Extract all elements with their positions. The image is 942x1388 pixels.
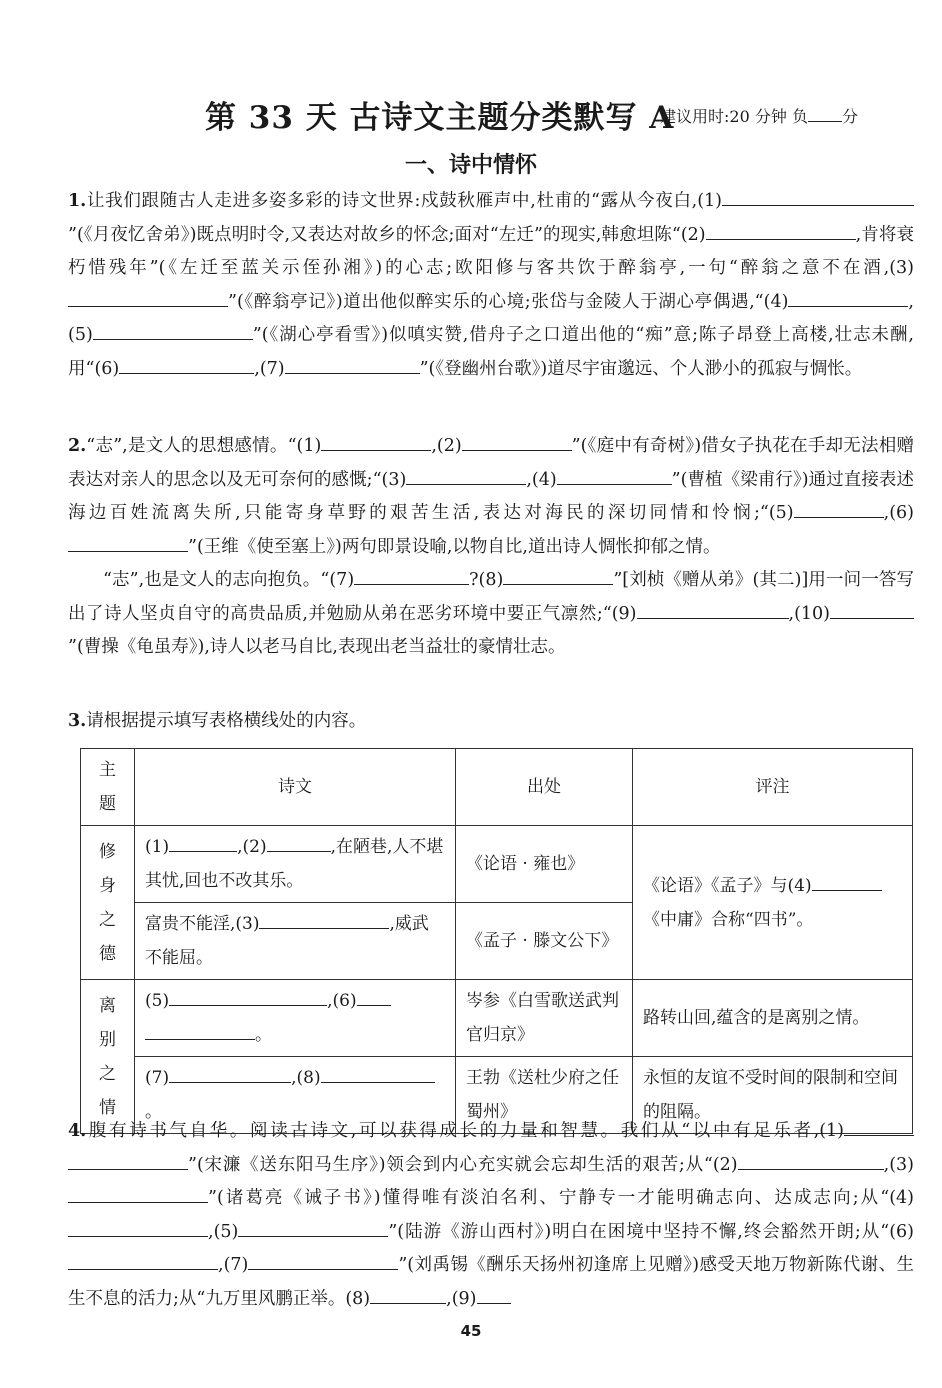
question-text: ”(王维《使至塞上》)两句即景设喻,以物自比,道出诗人惆怅抑郁之情。 [188, 536, 721, 557]
answer-blank-2[interactable] [462, 430, 572, 451]
time-and-score [660, 104, 858, 127]
question-text: ”(刘禹锡《酬乐天扬州初逢席上见赠》)感受天地万物新陈代谢、生生不息的活力;从“九万里风鹏正举。(8) [68, 1255, 914, 1309]
question-text: “志”,是文人的思想感情。“(1) [86, 436, 322, 456]
cell-text: 富贵不能淫,(3) [145, 914, 260, 934]
answer-blank-9[interactable] [637, 598, 727, 619]
answer-blank-3[interactable] [406, 464, 526, 485]
question-number: 3. [68, 711, 87, 731]
source-cell: 岑参《白雪歌送武判官归京》 [456, 980, 633, 1057]
question-text: ,(4) [526, 469, 557, 490]
answer-blank-8-cont[interactable] [389, 1062, 435, 1083]
page-header [0, 92, 942, 136]
cell-text: (5) [145, 991, 170, 1011]
answer-blank-7[interactable] [169, 1062, 291, 1083]
question-2-paragraph-2 [68, 564, 914, 665]
cell-text: 《论语》《孟子》与(4) [643, 875, 812, 896]
answer-blank-2[interactable] [267, 831, 331, 852]
question-text: ”(诸葛亮《诫子书》)懂得唯有淡泊名利、宁静专一才能明确志向、达成志向;从“(4) [208, 1188, 914, 1208]
question-text: ?(8) [469, 570, 504, 590]
answer-blank-5[interactable] [169, 985, 327, 1006]
answer-blank-5[interactable] [238, 1216, 388, 1237]
question-text: ,(7) [218, 1255, 249, 1275]
answer-blank-8[interactable] [321, 1062, 389, 1083]
answer-blank-4[interactable] [812, 870, 882, 891]
note-cell [633, 826, 913, 980]
question-text: ”(《月夜忆舍弟》)既点明时令,又表达对故乡的怀念;面对“左迁”的现实,韩愈坦陈“(2) [68, 224, 706, 245]
answer-blank-7[interactable] [354, 564, 469, 585]
poem-cell [135, 826, 456, 903]
cell-text: 。 [145, 1102, 162, 1122]
score-blank[interactable] [808, 107, 842, 122]
note-cell: 路转山回,蕴含的是离别之情。 [633, 980, 913, 1057]
answer-table [80, 748, 913, 1134]
question-text: ”[刘桢《赠从弟》(其二)]用一问一答写出了诗人坚贞自守的高贵品质,并勉励从弟在恶劣环境中要正气凛然;“(9) [68, 570, 914, 624]
answer-blank-1[interactable] [844, 1115, 914, 1136]
score-suffix: 分 [841, 107, 858, 126]
question-text: ,(7) [254, 358, 285, 379]
question-text: 请根据提示填写表格横线处的内容。 [86, 711, 367, 731]
cell-text: (1) [145, 837, 170, 857]
answer-blank-1[interactable] [722, 185, 852, 206]
theme-cell: 修身之德 [81, 826, 135, 980]
answer-blank-9[interactable] [477, 1283, 511, 1304]
table-header: 主题 [81, 749, 135, 826]
answer-blank-8[interactable] [370, 1283, 446, 1304]
answer-blank-1[interactable] [321, 430, 431, 451]
table-header: 出处 [456, 749, 633, 826]
question-text: ”(《醉翁亭记》)道出他似醉实乐的心境;张岱与金陵人于湖心亭偶遇,“(4) [228, 291, 789, 312]
poem-cell [135, 980, 456, 1057]
question-text: 腹有诗书气自华。阅读古诗文,可以获得成长的力量和智慧。我们从“以中有足乐者,(1) [86, 1121, 844, 1141]
source-cell: 《孟子 · 滕文公下》 [456, 903, 633, 980]
question-text: ”(《湖心亭看雪》)似嗔实赞,借舟子之口道出他的“痴”意;陈子昂登上高楼,壮志未酬,用“(6) [68, 325, 914, 379]
question-4 [68, 1115, 914, 1316]
question-text: ”(曹操《龟虽寿》),诗人以老马自比,表现出老当益壮的豪情壮志。 [68, 637, 566, 657]
source-cell: 《论语 · 雍也》 [456, 826, 633, 903]
section-title: 一、诗中情怀 [404, 152, 537, 178]
table-header-row [81, 749, 913, 826]
question-text: ”(《庭中有奇树》)借女子执花在手却无法相赠表达对亲人的思念以及无可奈何的感慨;“(3) [68, 436, 914, 490]
answer-blank-6[interactable] [357, 985, 391, 1006]
cell-text: 《中庸》合称“四书”。 [643, 909, 814, 930]
table-header: 诗文 [135, 749, 456, 826]
answer-blank-2[interactable] [738, 1149, 818, 1170]
question-number: 2. [68, 436, 87, 456]
cell-text: 。 [255, 1025, 272, 1045]
answer-blank-1-cont[interactable] [852, 185, 914, 206]
answer-blank-9-cont[interactable] [727, 598, 789, 619]
suggested-time: 建议用时:20 分钟 [660, 107, 787, 126]
answer-blank-6[interactable] [119, 353, 254, 374]
question-2 [68, 430, 914, 665]
answer-blank-2-cont[interactable] [750, 219, 856, 240]
cell-text: ,(8) [291, 1068, 321, 1088]
question-text: ,(2) [431, 436, 462, 456]
cell-text: (7) [145, 1068, 170, 1088]
question-text: ,(3) [883, 1154, 914, 1175]
table-row [81, 980, 913, 1057]
score-prefix: 负 [791, 107, 808, 126]
cell-text: ,(2) [237, 837, 267, 857]
answer-blank-4[interactable] [557, 464, 672, 485]
answer-blank-6-cont[interactable] [145, 1019, 255, 1040]
answer-blank-6[interactable] [68, 1249, 218, 1270]
question-text: ,(10) [788, 603, 830, 624]
question-3 [68, 705, 914, 739]
answer-blank-2[interactable] [706, 219, 750, 240]
answer-blank-3[interactable] [68, 286, 228, 307]
question-text: ”(宋濂《送东阳马生序》)领会到内心充实就会忘却生活的艰苦;从“(2) [188, 1154, 738, 1175]
question-text: ,肯将衰朽惜残年”(《左迁至蓝关示侄孙湘》)的心志;欧阳修与客共饮于醉翁亭,一句“醉翁之意不在酒,(3) [68, 224, 914, 278]
question-text: ,(5) [68, 291, 914, 345]
page-title: 第 33 天 古诗文主题分类默写 A [205, 100, 675, 136]
question-text: ,(6) [883, 503, 914, 523]
question-text: ”(曹植《梁甫行》)通过直接表述海边百姓流离失所,只能寄身草野的艰苦生活,表达对海民的深切同情和怜悯;“(5) [68, 469, 914, 523]
table-header: 评注 [633, 749, 913, 826]
answer-blank-1-cont[interactable] [68, 1149, 188, 1170]
question-text: ,(5) [208, 1221, 239, 1242]
cell-text: ,在陋巷,人不堪其忧,回也不改其乐。 [145, 837, 444, 891]
cell-text: ,威武不能屈。 [145, 914, 429, 968]
answer-blank-3[interactable] [68, 1182, 208, 1203]
answer-blank-5[interactable] [794, 497, 884, 518]
poem-cell [135, 903, 456, 980]
page-number: 45 [460, 1322, 482, 1340]
answer-blank-1[interactable] [169, 831, 237, 852]
answer-blank-7[interactable] [248, 1249, 398, 1270]
answer-blank-7[interactable] [285, 353, 420, 374]
answer-blank-4[interactable] [68, 1216, 208, 1237]
question-text: “志”,也是文人的志向抱负。“(7) [103, 570, 355, 590]
answer-blank-2-cont[interactable] [818, 1149, 884, 1170]
question-number: 4. [68, 1121, 87, 1141]
answer-blank-3[interactable] [259, 908, 389, 929]
theme-cell: 离别之情 [81, 980, 135, 1134]
question-text: ”(陆游《游山西村》)明白在困境中坚持不懈,终会豁然开朗;从“(6) [388, 1221, 914, 1242]
source-cell: 王勃《送杜少府之任蜀州》 [456, 1057, 633, 1134]
question-1 [68, 185, 914, 386]
question-number: 1. [68, 191, 87, 211]
answer-blank-5[interactable] [93, 319, 253, 340]
cell-text: ,(6) [327, 991, 357, 1011]
answer-blank-10[interactable] [830, 598, 914, 619]
answer-blank-4[interactable] [788, 286, 908, 307]
answer-blank-8[interactable] [503, 564, 613, 585]
answer-blank-6[interactable] [68, 531, 188, 552]
question-text: ,(9) [446, 1288, 477, 1309]
note-cell: 永恒的友谊不受时间的限制和空间的阻隔。 [633, 1057, 913, 1134]
table-row [81, 826, 913, 903]
question-text: ”(《登幽州台歌》)道尽宇宙邈远、个人渺小的孤寂与惆怅。 [419, 358, 863, 379]
question-text: 让我们跟随古人走进多姿多彩的诗文世界:戍鼓秋雁声中,杜甫的“露从今夜白,(1) [86, 191, 722, 211]
